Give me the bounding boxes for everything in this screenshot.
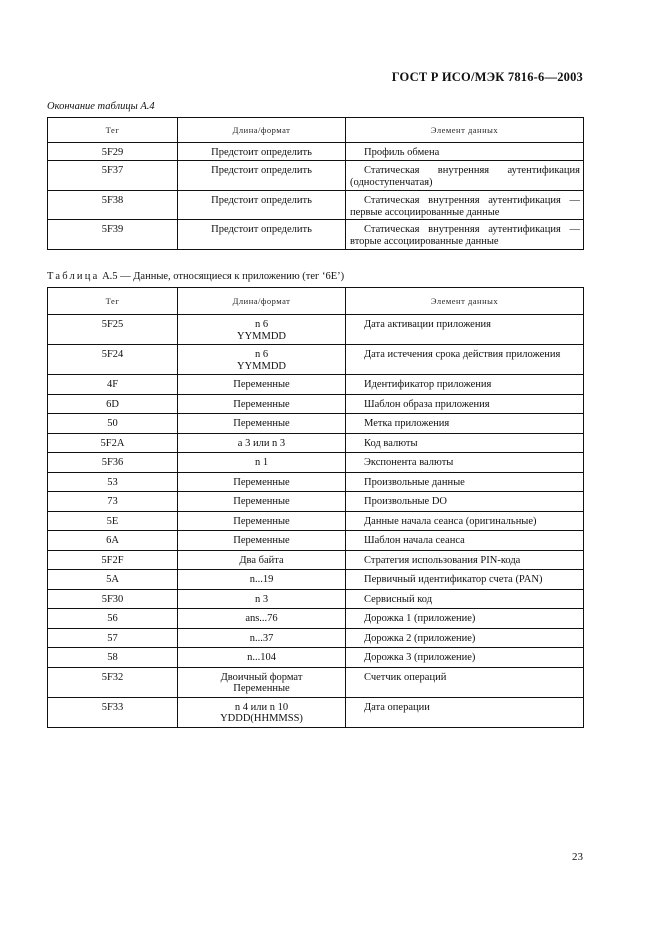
table-row [48, 472, 584, 492]
cell-format: Предстоит определить [178, 220, 346, 250]
table-row [48, 570, 584, 590]
table-header-row [48, 118, 584, 143]
cell-tag: 6D [48, 394, 178, 414]
document-header: ГОСТ Р ИСО/МЭК 7816-6—2003 [391, 70, 583, 84]
cell-format: Переменные [178, 394, 346, 414]
table-row [48, 531, 584, 551]
table-a4 [47, 117, 584, 250]
table-row [48, 220, 584, 250]
table-row [48, 315, 584, 345]
cell-element: Экспонента валюты [346, 453, 584, 473]
column-header-element: Элемент данных [346, 288, 584, 315]
cell-format: n 3 [178, 589, 346, 609]
column-header-format: Длина/формат [178, 118, 346, 143]
table-row [48, 394, 584, 414]
table-row [48, 667, 584, 697]
cell-tag: 50 [48, 414, 178, 434]
cell-element: Статическая внутренняя аутентификация (одноступенчатая) [346, 161, 584, 191]
table-row [48, 648, 584, 668]
cell-element: Шаблон начала сеанса [346, 531, 584, 551]
table-row [48, 628, 584, 648]
cell-element: Дорожка 2 (приложение) [346, 628, 584, 648]
cell-tag: 5F32 [48, 667, 178, 697]
cell-format: Предстоит определить [178, 191, 346, 220]
cell-tag: 56 [48, 609, 178, 629]
cell-element: Дорожка 1 (приложение) [346, 609, 584, 629]
table-row [48, 161, 584, 191]
cell-element: Произвольные DO [346, 492, 584, 512]
cell-format: Переменные [178, 492, 346, 512]
cell-element: Дата истечения срока действия приложения [346, 345, 584, 375]
table-row [48, 375, 584, 395]
cell-element: Произвольные данные [346, 472, 584, 492]
cell-tag: 5F25 [48, 315, 178, 345]
cell-element: Дата активации приложения [346, 315, 584, 345]
cell-format: a 3 или n 3 [178, 433, 346, 453]
cell-format: Двоичный формат Переменные [178, 667, 346, 697]
cell-tag: 5F29 [48, 143, 178, 161]
table-row [48, 433, 584, 453]
cell-element: Метка приложения [346, 414, 584, 434]
table-row [48, 550, 584, 570]
cell-format: n...104 [178, 648, 346, 668]
cell-element: Шаблон образа приложения [346, 394, 584, 414]
cell-tag: 58 [48, 648, 178, 668]
cell-tag: 5F33 [48, 697, 178, 727]
cell-tag: 5F24 [48, 345, 178, 375]
cell-format: Предстоит определить [178, 143, 346, 161]
table-row [48, 143, 584, 161]
cell-format: Переменные [178, 472, 346, 492]
column-header-tag: Тег [48, 288, 178, 315]
cell-element: Дорожка 3 (приложение) [346, 648, 584, 668]
cell-element: Код валюты [346, 433, 584, 453]
table-row [48, 191, 584, 220]
cell-tag: 5F39 [48, 220, 178, 250]
cell-element: Дата операции [346, 697, 584, 727]
cell-tag: 5E [48, 511, 178, 531]
cell-tag: 5F37 [48, 161, 178, 191]
cell-tag: 5F38 [48, 191, 178, 220]
cell-format: Предстоит определить [178, 161, 346, 191]
page-number: 23 [572, 851, 583, 863]
cell-element: Профиль обмена [346, 143, 584, 161]
cell-tag: 5F2A [48, 433, 178, 453]
cell-format: n 6 YYMMDD [178, 315, 346, 345]
cell-element: Счетчик операций [346, 667, 584, 697]
cell-tag: 5F2F [48, 550, 178, 570]
table-row [48, 345, 584, 375]
cell-element: Статическая внутренняя аутентификация — первые ассоциированные данные [346, 191, 584, 220]
table-row [48, 453, 584, 473]
cell-element: Стратегия использования PIN-кода [346, 550, 584, 570]
cell-tag: 57 [48, 628, 178, 648]
column-header-element: Элемент данных [346, 118, 584, 143]
cell-format: Переменные [178, 511, 346, 531]
table-row [48, 589, 584, 609]
cell-format: n 6 YYMMDD [178, 345, 346, 375]
cell-element: Идентификатор приложения [346, 375, 584, 395]
cell-tag: 53 [48, 472, 178, 492]
cell-tag: 73 [48, 492, 178, 512]
table-a5 [47, 287, 584, 728]
cell-tag: 5F30 [48, 589, 178, 609]
cell-format: Переменные [178, 414, 346, 434]
cell-format: ans...76 [178, 609, 346, 629]
table-row [48, 609, 584, 629]
cell-format: Переменные [178, 375, 346, 395]
cell-format: Два байта [178, 550, 346, 570]
table-a4-caption: Окончание таблицы А.4 [47, 101, 155, 112]
cell-tag: 4F [48, 375, 178, 395]
cell-format: n 1 [178, 453, 346, 473]
table-row [48, 492, 584, 512]
column-header-tag: Тег [48, 118, 178, 143]
cell-element: Сервисный код [346, 589, 584, 609]
cell-format: Переменные [178, 531, 346, 551]
cell-tag: 5F36 [48, 453, 178, 473]
cell-tag: 6A [48, 531, 178, 551]
cell-element: Статическая внутренняя аутентификация — вторые ассоциированные данные [346, 220, 584, 250]
table-header-row [48, 288, 584, 315]
table-row [48, 697, 584, 727]
cell-format: n...19 [178, 570, 346, 590]
cell-format: n 4 или n 10 YDDD(HHMMSS) [178, 697, 346, 727]
column-header-format: Длина/формат [178, 288, 346, 315]
table-row [48, 414, 584, 434]
table-a5-caption: Таблица А.5 — Данные, относящиеся к приложению (тег ‘6E’) [47, 271, 345, 282]
cell-tag: 5A [48, 570, 178, 590]
cell-format: n...37 [178, 628, 346, 648]
cell-element: Первичный идентификатор счета (PAN) [346, 570, 584, 590]
table-row [48, 511, 584, 531]
cell-element: Данные начала сеанса (оригинальные) [346, 511, 584, 531]
